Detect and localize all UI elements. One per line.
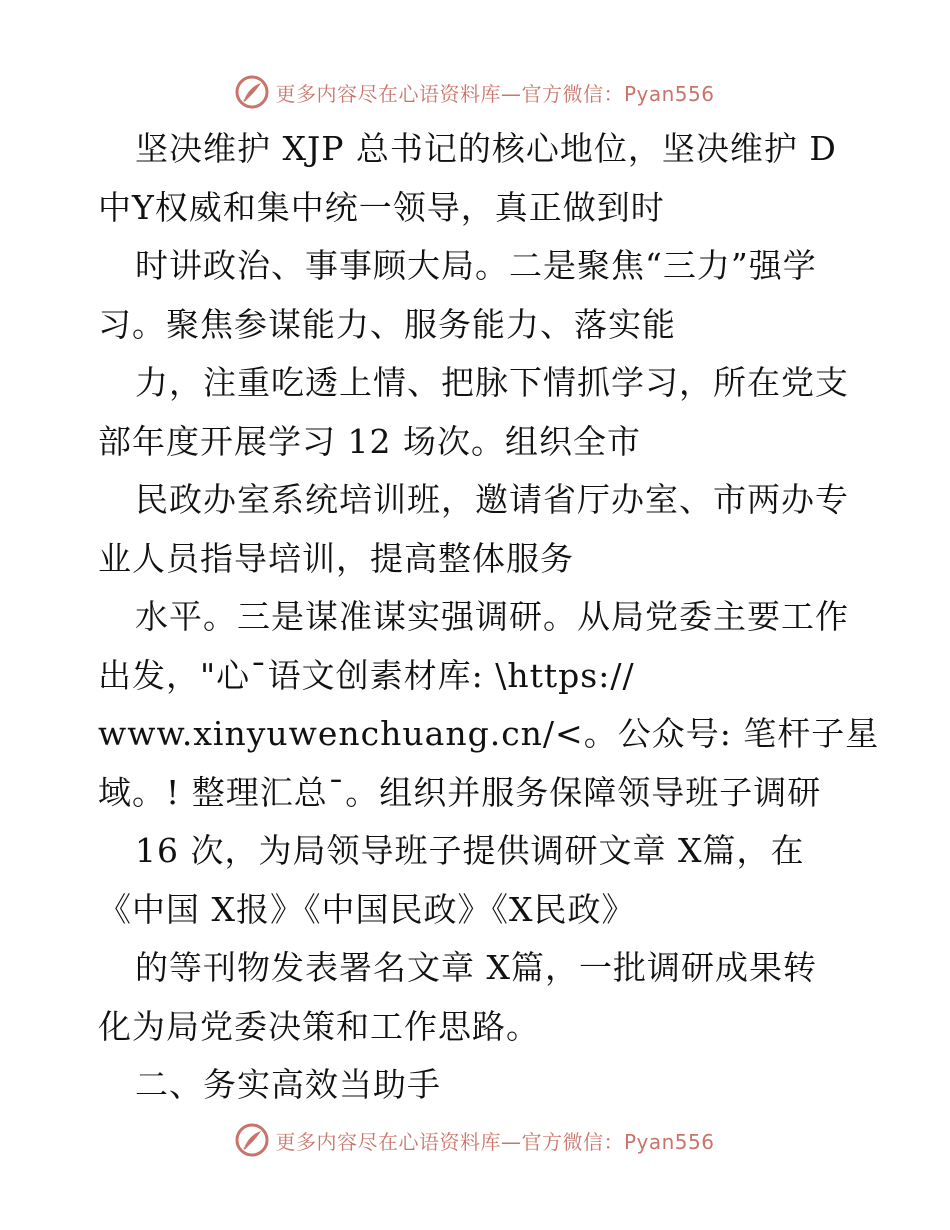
body-text-line: 坚决维护 XJP 总书记的核心地位，坚决维护 D xyxy=(135,129,837,168)
body-text-line: www.xinyuwenchuang.cn/<。公众号: 笔杆子星 xyxy=(98,714,880,753)
body-text-line: 的等刊物发表署名文章 X篇，一批调研成果转 xyxy=(135,948,817,987)
watermark-text: 更多内容尽在心语资料库—官方微信：Pyan556 xyxy=(275,1129,715,1154)
quill-seal-icon xyxy=(235,75,269,109)
header-watermark xyxy=(0,72,950,112)
watermark-text: 更多内容尽在心语资料库—官方微信：Pyan556 xyxy=(275,81,715,106)
body-text-line: 时讲政治、事事顾大局。二是聚焦“三力”强学 xyxy=(135,246,817,285)
body-text-line: 二、务实高效当助手 xyxy=(135,1065,441,1104)
body-text-line: 域。! 整理汇总¯。组织并服务保障领导班子调研 xyxy=(98,772,822,812)
document-body xyxy=(98,120,880,1115)
body-text-line: 业人员指导培训，提高整体服务 xyxy=(98,538,574,578)
quill-seal-icon xyxy=(235,1123,269,1157)
body-text-line: 出发，"心¯语文创素材库: \https:// xyxy=(98,655,635,695)
body-text-line: 《中国 X报》《中国民政》《X民政》 xyxy=(98,889,636,929)
body-text-line: 民政办室系统培训班，邀请省厅办室、市两办专 xyxy=(135,480,849,519)
body-text-line: 中Y权威和集中统一领导，真正做到时 xyxy=(98,187,665,227)
body-text-line: 部年度开展学习 12 场次。组织全市 xyxy=(98,421,641,461)
body-text-line: 力，注重吃透上情、把脉下情抓学习，所在党支 xyxy=(135,363,849,402)
footer-watermark xyxy=(0,1120,950,1160)
body-text-line: 习。聚焦参谋能力、服务能力、落实能 xyxy=(98,304,676,344)
body-text-line: 水平。三是谋准谋实强调研。从局党委主要工作 xyxy=(135,597,849,636)
body-text-line: 化为局党委决策和工作思路。 xyxy=(98,1006,540,1046)
body-text-line: 16 次，为局领导班子提供调研文章 X篇，在 xyxy=(135,831,805,870)
